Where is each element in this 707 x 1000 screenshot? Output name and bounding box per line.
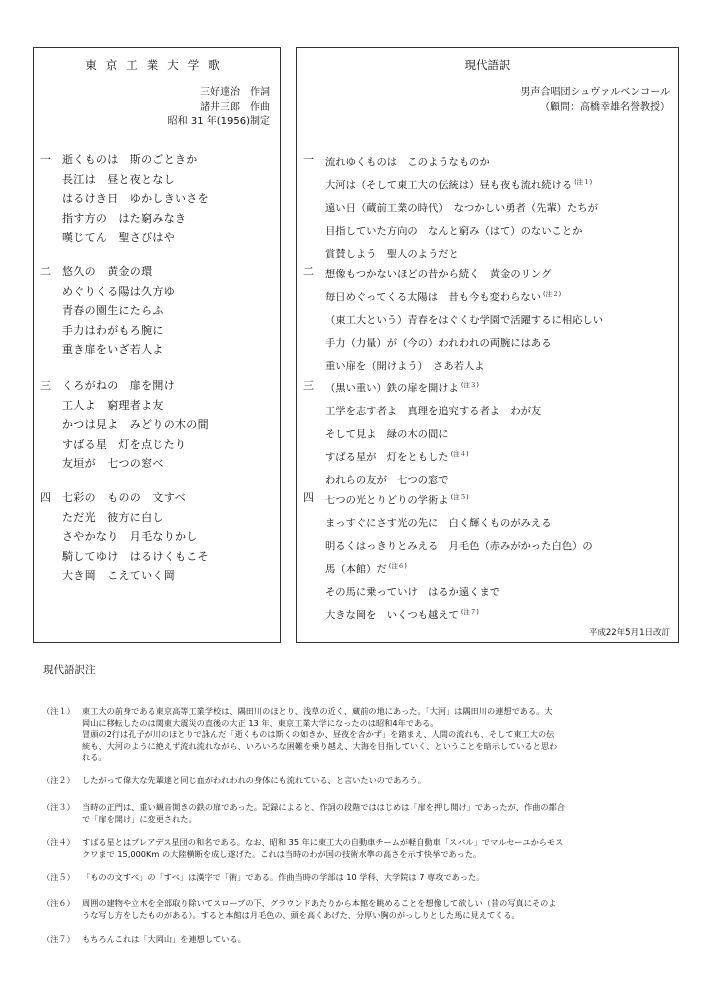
lyric-line: 友垣が 七つの窓べ [62, 457, 164, 470]
note-text: 岡山に移転したのは関東大震災の直後の大正 13 年、東京工業大学になったのは昭和4年である。 [82, 717, 439, 728]
lyric-line: 嘆じてん 聖さびはや [62, 231, 175, 244]
translation-credits [521, 86, 671, 115]
translation-line: （東工大という）青春をはぐくむ学園で活躍するに相応しい [325, 314, 604, 327]
translation-line: 手力（力量）が（今の）われわれの両腕にはある [325, 337, 552, 350]
note-label: （注４） [42, 837, 75, 847]
note-label: （注１） [42, 706, 75, 716]
note-5 [42, 872, 682, 884]
translation-line: 大河は（そして東工大の伝統は）昼も夜も流れ続ける $^{(注1)}$ [325, 177, 593, 192]
note-text: すばる星とはプレアデス星団の和名である。なお、昭和 35 年に東工大の自動車チームが軽自動車「スバル」でマルセーユからモス [82, 837, 564, 847]
translation-panel [296, 47, 679, 643]
lyrics-stanza-3 [40, 376, 209, 474]
note-text: れる。 [82, 752, 107, 763]
stanza-number: 三 [303, 379, 314, 392]
note-text: で「扉を開け」に変更された。 [82, 813, 197, 824]
stanza-number: 四 [40, 491, 51, 504]
footnote-ref: (注４) [450, 449, 469, 458]
lyric-line: はるけき日 ゆかしきいさを [62, 192, 209, 205]
note-3 [42, 802, 682, 825]
lyric-line: かつは見よ みどりの木の間 [62, 418, 209, 431]
translation-stanza-2 [303, 262, 605, 377]
translation-line: 重い扉を（開けよう） さあ若人よ [325, 360, 485, 373]
lyric-line: 青春の園生にたらふ [62, 304, 164, 317]
stanza-number: 四 [303, 491, 314, 504]
translation-line: 目指していた方向の なんと窮み（はて）のないことか [325, 225, 583, 238]
translation-line: その馬に乗っていけ はるか遠くまで [325, 586, 501, 599]
note-text: もちろんこれは「大岡山」を連想している。 [82, 934, 246, 944]
translation-line: 七つの光とりどりの学術よ $^{(注5)}$ [325, 493, 469, 507]
lyric-line: すばる星 灯を点じたり [62, 437, 187, 451]
lyric-line: 騎してゆけ はるけくもこそ [62, 549, 209, 563]
note-label: （注２） [42, 775, 75, 785]
translation-stanza-4 [303, 488, 595, 626]
translation-stanza-3 [303, 376, 543, 491]
lyrics-stanza-4 [40, 488, 209, 586]
footnote-ref: (注５) [450, 493, 469, 501]
lyric-line: 逝くものは 斯のごときか [62, 153, 198, 166]
translation-line: 明るくはっきりとみえる 月毛色（赤みがかった白色）の [325, 540, 593, 553]
translation-line: 賞賛しよう 聖人のようだと [325, 248, 459, 261]
lyric-line: 工人よ 窮理者よ友 [62, 398, 164, 412]
lyrics-stanza-1 [40, 150, 209, 248]
translation-line: そして見よ 緑の木の間に [325, 428, 449, 441]
translation-line: 大きな岡を いくつも越えて $^{(注7)}$ [325, 607, 479, 622]
footnote-ref: (注２) [543, 289, 562, 298]
note-2 [42, 775, 682, 787]
note-1 [42, 706, 682, 764]
lyrics-panel [33, 47, 281, 643]
note-text: したがって偉大な先輩達と同じ血がわれわれの身体にも流れている、と言いたいのであろう。 [82, 775, 426, 785]
notes-heading: 現代語訳注 [43, 664, 96, 676]
translation-line: 想像もつかないほどの昔から続く 黄金のリング [325, 268, 552, 281]
note-text: 統も、大河のように絶えず流れ流れながら、いろいろな困難を乗り越え、大海を目指していく、ということを暗示していると思わ [82, 740, 558, 751]
note-text: 「ものの文すべ」の「すべ」は漢字で「術」である。作曲当時の学部は 10 学科、大学院は 7 専攻であった。 [82, 872, 485, 882]
footnote-ref: (注１) [574, 177, 593, 186]
enactment-date: 昭和 31 年(1956)制定 [167, 116, 270, 127]
footnote-ref: (注６) [388, 561, 407, 570]
stanza-number: 三 [40, 379, 51, 392]
note-label: （注６） [42, 898, 75, 908]
translation-line: まっすぐにさす光の先に 白く輝くものがみえる [325, 517, 552, 530]
stanza-number: 一 [303, 153, 314, 166]
advisor-credit: （顧問：高橋幸雄名誉教授） [540, 101, 670, 113]
lyric-line: 指す方の はた窮みなき [62, 211, 187, 225]
translation-line: 遠い日（蔵前工業の時代） なつかしい勇者（先輩）たちが [325, 202, 598, 215]
choir-credit: 男声合唱団シュヴァルベンコール [520, 87, 670, 98]
lyric-line: さやかなり 月毛なりかし [62, 530, 198, 543]
translation-stanza-1 [303, 150, 600, 265]
translation-line: すばる星が 灯をともした $^{(注4)}$ [325, 449, 469, 464]
song-credits [168, 86, 270, 130]
note-text: うな写し方をしたものがある）。すると本館は月毛色の、頭を高くあげた、分厚い胸のがっしりとした馬に見えてくる。 [82, 909, 520, 920]
stanza-number: 一 [40, 153, 51, 166]
footnote-ref: (注３) [460, 381, 479, 389]
composer-credit: 諸井三郎 作曲 [200, 101, 270, 113]
translation-line: （黒い重い）鉄の扉を開けよ $^{(注3)}$ [325, 381, 479, 395]
note-text: クワまで 15,000Km の大陸横断を成し遂げた。これは当時のわが国の技術水準の高さを示す快挙であった。 [82, 848, 482, 859]
note-7 [42, 934, 682, 946]
note-label: （注７） [42, 934, 75, 944]
note-label: （注５） [42, 872, 75, 882]
translation-line: 流れゆくものは このようなものか [325, 156, 490, 169]
song-title: 東京工業大学歌 [85, 58, 229, 72]
note-text: 周囲の建物や立木を全部取り除いてスロープの下、グラウンドあたりから本館を眺めることを想像して欲しい（昔の写真にそのよ [82, 898, 557, 908]
note-text: 東工大の前身である東京高等工業学校は、隅田川のほとり、浅草の近く、蔵前の地にあった。「大河」は隅田川の連想である。大 [82, 706, 553, 716]
translation-line: 毎日めぐってくる太陽は 昔も今も変わらない $^{(注2)}$ [325, 289, 562, 304]
lyricist-credit: 三好達治 作詞 [200, 87, 270, 98]
lyric-line: 七彩の ものの 文すべ [62, 491, 187, 504]
stanza-number: 二 [40, 265, 51, 278]
note-label: （注３） [42, 802, 75, 812]
lyric-line: めぐりくる陽は久方ゆ [62, 284, 175, 298]
translation-line: 馬（本館）だ $^{(注6)}$ [325, 561, 407, 576]
note-text: 冒頭の2行は孔子が川のほとりで詠んだ「逝くものは斯くの如きか、昼夜を舎かず」を踏まえ、人間の流れも、そして東工大の伝 [82, 729, 555, 740]
lyric-line: 重き扉をいざ若人よ [62, 343, 164, 356]
footnote-ref: (注７) [460, 607, 479, 616]
revision-date: 平成22年5月1日改訂 [588, 628, 670, 638]
note-text: 当時の正門は、重い観音開きの鉄の扉であった。記録によると、作詞の段階でははじめは「扉を押し開け」であったが、作曲の都合 [82, 802, 565, 812]
note-4 [42, 837, 682, 860]
lyric-line: 長江は 昼と夜となし [62, 172, 175, 186]
lyric-line: 悠久の 黄金の環 [62, 265, 153, 278]
translation-line: 工学を志す者よ 真理を追究する者よ わが友 [325, 405, 542, 418]
translation-line: われらの友が 七つの窓で [325, 474, 449, 487]
translation-title: 現代語訳 [464, 58, 511, 72]
stanza-number: 二 [303, 265, 314, 278]
lyrics-stanza-2 [40, 262, 175, 360]
lyric-line: ただ光 彼方に白し [62, 510, 164, 524]
note-6 [42, 898, 682, 921]
lyric-line: 大き岡 こえていく岡 [62, 569, 175, 582]
lyric-line: くろがねの 扉を開け [62, 379, 175, 392]
lyric-line: 手力はわがもろ腕に [62, 323, 164, 337]
